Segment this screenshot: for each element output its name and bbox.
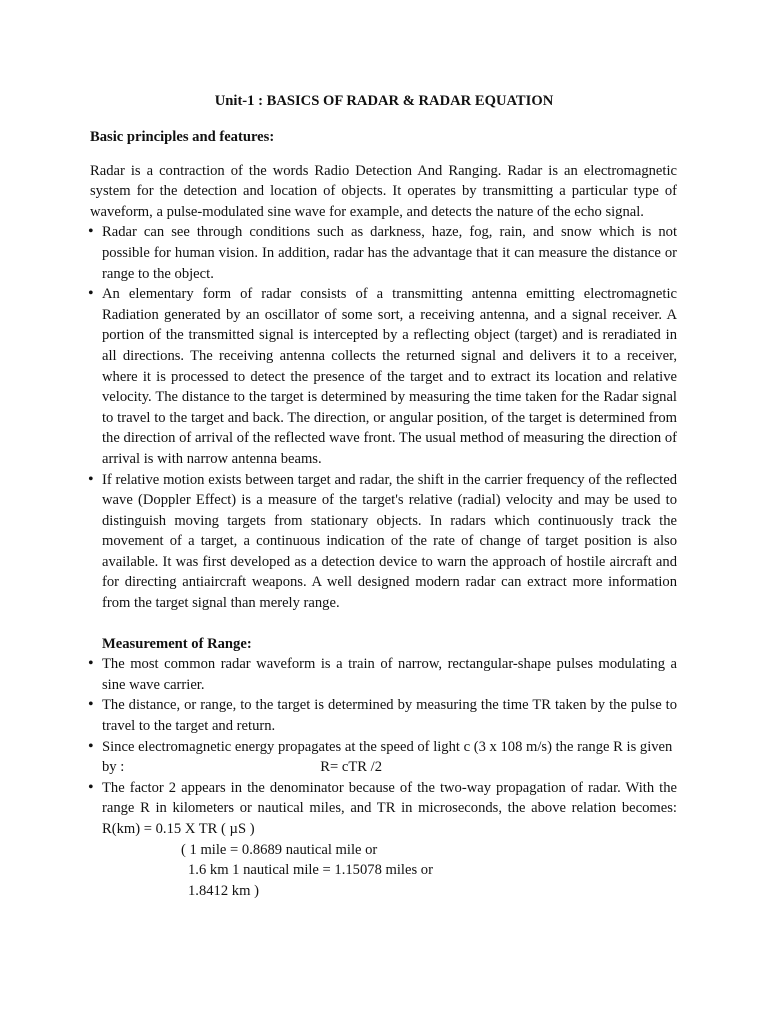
bullet-text: Since electromagnetic energy propagates at the speed of light c (3 x 108 m/s) the range R is given by : [102, 738, 673, 776]
range-formula: R= cTR /2 [320, 759, 383, 776]
intro-paragraph: Radar is a contraction of the words Radio Detection And Ranging. Radar is an electromagnetic system for the detection and location of objects. It operates by transmitting a particular type of waveform, a pulse-modulated sine wave for example, and detects the nature of the echo signal. [90, 162, 677, 220]
section-heading-basic-principles: Basic principles and features: [90, 129, 275, 145]
bullet-item: • If relative motion exists between target and radar, the shift in the carrier frequency of the reflected wave (Doppler Effect) is a measure of the target's relative (radial) velocity and may be used to distinguish moving targets from stationary objects. In radars which continuously track the movement of a target, a continuous indication of the rate of change of target position is also available. It was first developed as a detection device to warn the approach of hostile aircraft and for directing antiaircraft weapons. A well designed modern radar can extract more information from the target signal than merely range. [90, 470, 677, 614]
bullet-item: • The factor 2 appears in the denominator because of the two-way propagation of radar. With the range R in kilometers or nautical miles, and TR in microseconds, the above relation becomes: R(km) = 0.15 X TR ( µS ) [90, 778, 677, 840]
bullet-item: • Radar can see through conditions such as darkness, haze, fog, rain, and snow which is not possible for human vision. In addition, radar has the advantage that it can measure the distance or range to the object. [90, 222, 677, 284]
bullet-item-with-formula [90, 737, 677, 778]
document-title: Unit-1 : BASICS OF RADAR & RADAR EQUATION [214, 93, 554, 109]
conversion-note-line: ( 1 mile = 0.8689 nautical mile or [181, 841, 378, 858]
bullet-item: • The most common radar waveform is a train of narrow, rectangular-shape pulses modulating a sine wave carrier. [90, 654, 677, 695]
bullet-item: • An elementary form of radar consists of a transmitting antenna emitting electromagnetic Radiation generated by an oscillator of some sort, a receiving antenna, and a signal receiver. A portion of the transmitted signal is intercepted by a reflecting object (target) and is reradiated in all directions. The receiving antenna collects the returned signal and delivers it to a receiver, where it is processed to detect the presence of the target and to extract its location and relative velocity. The distance to the target is determined by measuring the time taken for the Radar signal to travel to the target and back. The direction, or angular position, of the target is determined from the direction of arrival of the reflected wave front. The usual method of measuring the direction of arrival is with narrow antenna beams. [90, 284, 677, 469]
conversion-note-line: 1.6 km 1 nautical mile = 1.15078 miles or [188, 862, 433, 879]
conversion-note-line: 1.8412 km ) [188, 882, 259, 899]
principles-bullet-list [90, 222, 677, 613]
range-bullet-list [90, 654, 677, 839]
bullet-item: • The distance, or range, to the target is determined by measuring the time TR taken by the pulse to travel to the target and return. [90, 695, 677, 736]
document-body [90, 127, 677, 901]
section-heading-range-measurement: Measurement of Range: [102, 635, 252, 652]
